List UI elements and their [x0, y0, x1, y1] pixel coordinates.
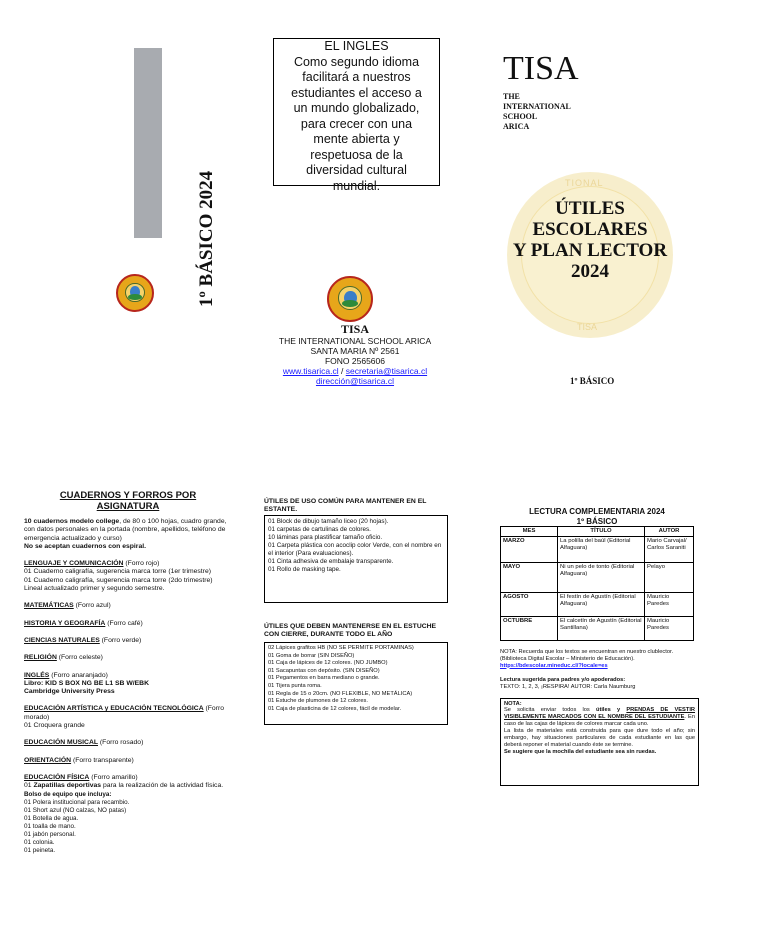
- mes-cell: OCTUBRE: [501, 616, 558, 640]
- autor-cell: Mauricio Paredes: [645, 616, 694, 640]
- list-item: 01 Short azul (NO calzas, NO patas): [24, 806, 127, 814]
- ingles-box: [273, 38, 440, 193]
- website-link[interactable]: www.tisarica.cl: [282, 366, 339, 376]
- mes-cell: MAYO: [501, 562, 558, 592]
- titulo-cell: La polilla del baúl (Editorial Alfaguara): [558, 536, 645, 562]
- level-label: 1º BÁSICO: [570, 376, 615, 386]
- school-phone: FONO 2565606: [324, 356, 385, 366]
- list-item: 01 colonia.: [24, 838, 55, 846]
- titulo-cell: El festín de Agustín (Editorial Alfaguara): [558, 592, 645, 616]
- estante-box: [264, 515, 448, 603]
- mes-cell: MARZO: [501, 536, 558, 562]
- estuche-title: ÚTILES QUE DEBEN MANTENERSE EN EL ESTUCHE CON CIERRE, DURANTE TODO EL AÑO: [264, 623, 437, 638]
- logo-watermark: TIONAL TISA: [507, 172, 673, 338]
- list-item: 01 Caja de plasticina de 12 colores, fácil de modelar.: [268, 705, 402, 712]
- ingles-line: mundial.: [332, 178, 381, 193]
- school-full-name: THE INTERNATIONAL SCHOOL ARICA: [278, 336, 432, 346]
- school-name: TISA: [340, 322, 369, 336]
- nota-box: NOTA: Se solicita enviar todos los útiles y PRENDAS DE VESTIR VISIBLEMENTE MARCADOS CON EL NOMBRE DEL ESTUDIANTE. En caso de las cajas de lápices de colores marcar cada uno. La lista de materiales está construida para que dure todo el año; sin embargo, hay situaciones particulares de cada estudiante en las que deberá reponer el material cuando éste se termine. Se sugiere que la mochila del estudiante sea sin ruedas.: [500, 698, 699, 786]
- secretaria-email-link[interactable]: secretaria@tisarica.cl: [345, 366, 428, 376]
- table-row: [501, 616, 694, 640]
- list-item: 01 Cinta adhesiva de embalaje transparente.: [268, 558, 394, 565]
- list-item: 01 Carpeta plástica con acoclip color Verde, con el nombre en el interior (Para evaluaciones).: [268, 542, 442, 557]
- school-logo-left: [116, 274, 154, 312]
- list-item: 01 Tijera punta roma.: [268, 682, 322, 689]
- ingles-line: EL INGLES: [324, 39, 389, 53]
- estante-title: ÚTILES DE USO COMÚN PARA MANTENER EN EL ESTANTE.: [264, 498, 427, 513]
- table-row: [501, 592, 694, 616]
- mes-cell: AGOSTO: [501, 592, 558, 616]
- list-item: 01 toalla de mano.: [24, 822, 76, 830]
- list-item: 01 jabón personal.: [24, 830, 76, 838]
- autor-cell: Mario Carvajal/ Carlos Saraniti: [645, 536, 694, 562]
- bdescolar-link[interactable]: https://bdescolar.mineduc.cl/?locale=es: [500, 662, 608, 669]
- ingles-line: para crecer con una: [300, 116, 413, 131]
- school-address: SANTA MARIA Nº 2561: [310, 346, 400, 356]
- ingles-line: diversidad cultural: [306, 163, 407, 177]
- brand-subtitle: THE INTERNATIONAL SCHOOL ARICA: [503, 92, 571, 131]
- list-item: 01 Caja de lápices de 12 colores. (NO JUMBO): [268, 660, 388, 667]
- list-item: 01 Pegamentos en barra mediano o grande.: [268, 675, 380, 682]
- nota-clublector: NOTA: Recuerda que los textos se encuentran en nuestro clublector. (Biblioteca Digital Escolar – Ministerio de Educación). https://bdescolar.mineduc.cl/?locale=es: [500, 648, 674, 669]
- utiles-section: [264, 498, 448, 725]
- ingles-line: mente abierta y: [313, 132, 400, 146]
- list-item: 01 Rollo de masking tape.: [268, 566, 341, 573]
- lectura-table: MES TÍTULO AUTOR MARZO La polilla del baúl (Editorial Alfaguara) Mario Carvajal/ Carlos Saraniti MAYO Ni un pelo de tonto (Editorial Alfaguara) Pelayo AGOSTO El festín de Agustín (Editorial Alfaguara) Mauricio Paredes OCTUBRE El calcetín de Agustín (Editorial Santillana) Mauricio Paredes: [500, 526, 694, 641]
- list-item: 01 Polera institucional para recambio.: [24, 798, 130, 806]
- main-title: ÚTILES ESCOLARES Y PLAN LECTOR 2024: [512, 198, 668, 282]
- estuche-box: [264, 642, 448, 725]
- vertical-title: 1º BÁSICO 2024: [196, 170, 217, 307]
- cuadernos-title: CUADERNOS Y FORROS POR ASIGNATURA: [59, 490, 197, 512]
- cuadernos-section: CUADERNOS Y FORROS POR ASIGNATURA 10 cuadernos modelo college, de 80 o 100 hojas, cuadro grande, con datos personales en la portada (nombre, apellidos, teléfono de emergencia actualizado y curso) No se aceptan cuadernos con espiral. LENGUAJE Y COMUNICACIÓN (Forro rojo) 01 Cuaderno caligrafía, sugerencia marca torre (1er trimestre) 01 Cuaderno caligrafía, sugerencia marca torre (2do trimestre) Lineal actualizado primer y segundo semestre. MATEMÁTICAS (Forro azul) HISTORIA Y GEOGRAFÍA (Forro café) CIENCIAS NATURALES (Forro verde) RELIGIÓN (Forro celeste) INGLÉS (Forro anaranjado) Libro: KID S BOX NG BE L1 SB W/EBK Cambridge University Press EDUCACIÓN ARTÍSTICA y EDUCACIÓN TECNOLÓGICA (Forro morado) 01 Croquera grande EDUCACIÓN MUSICAL (Forro rosado) ORIENTACIÓN (Forro transparente) EDUCACIÓN FÍSICA (Forro amarillo) 01 Zapatillas deportivas para la realización de la actividad física. Bolso de equipo que incluya: 01 Polera institucional para recambio. 01 Short azul (NO calzas, NO patas) 01 Botella de agua. 01 toalla de mano. 01 jabón personal. 01 colonia. 01 peineta.: [24, 490, 232, 855]
- table-row: [501, 562, 694, 592]
- titulo-cell: El calcetín de Agustín (Editorial Santillana): [558, 616, 645, 640]
- list-item: 01 Sacapuntas con depósito. (SIN DISEÑO): [268, 667, 380, 674]
- list-item: 02 Lápices grafitos HB (NO SE PERMITE PORTAMINAS): [268, 645, 414, 651]
- list-item: 10 láminas para plastificar tamaño oficio.: [268, 534, 383, 541]
- list-item: 01 Goma de borrar (SIN DISEÑO): [268, 652, 355, 659]
- table-row: [501, 536, 694, 562]
- direccion-email-link[interactable]: dirección@tisarica.cl: [315, 376, 395, 386]
- list-item: 01 peineta.: [24, 846, 56, 854]
- lectura-title: LECTURA COMPLEMENTARIA 2024: [529, 507, 665, 516]
- school-contact: [260, 322, 450, 386]
- school-logo-center: [327, 276, 373, 322]
- gray-bar: [134, 48, 162, 238]
- brand-title: TISA: [503, 50, 579, 87]
- autor-cell: Mauricio Paredes: [645, 592, 694, 616]
- list-item: 01 Estuche de plumones de 12 colores.: [268, 698, 368, 705]
- ingles-line: un mundo globalizado,: [293, 101, 420, 115]
- ingles-line: estudiantes el acceso a: [291, 85, 422, 100]
- lectura-sugerida: Lectura sugerida para padres y/o apoderados: TEXTO: 1, 2, 3, ¡RESPIRA! AUTOR: Carla Naumburg: [500, 676, 636, 690]
- titulo-cell: Ni un pelo de tonto (Editorial Alfaguara): [558, 562, 645, 592]
- link-separator: /: [338, 366, 346, 376]
- list-item: 01 Regla de 15 o 20cm. (NO FLEXIBLE, NO METÁLICA): [268, 690, 413, 697]
- ingles-line: Como segundo idioma: [293, 54, 420, 69]
- list-item: 01 carpetas de cartulinas de colores.: [268, 526, 371, 533]
- lectura-subtitle: 1º BÁSICO: [576, 516, 618, 526]
- list-item: 01 Block de dibujo tamaño liceo (20 hojas).: [268, 518, 389, 525]
- lectura-section: [500, 507, 700, 786]
- cuadernos-intro: 10 cuadernos modelo college, de 80 o 100 hojas, cuadro grande, con datos personales en la portada (nombre, apellidos, teléfono de emergencia actualizado y curso) No se aceptan cuadernos con espiral.: [24, 518, 227, 550]
- ingles-line: facilitará a nuestros: [302, 70, 411, 84]
- ingles-line: respetuosa de la: [310, 147, 403, 162]
- list-item: 01 Botella de agua.: [24, 814, 79, 822]
- autor-cell: Pelayo: [645, 562, 694, 592]
